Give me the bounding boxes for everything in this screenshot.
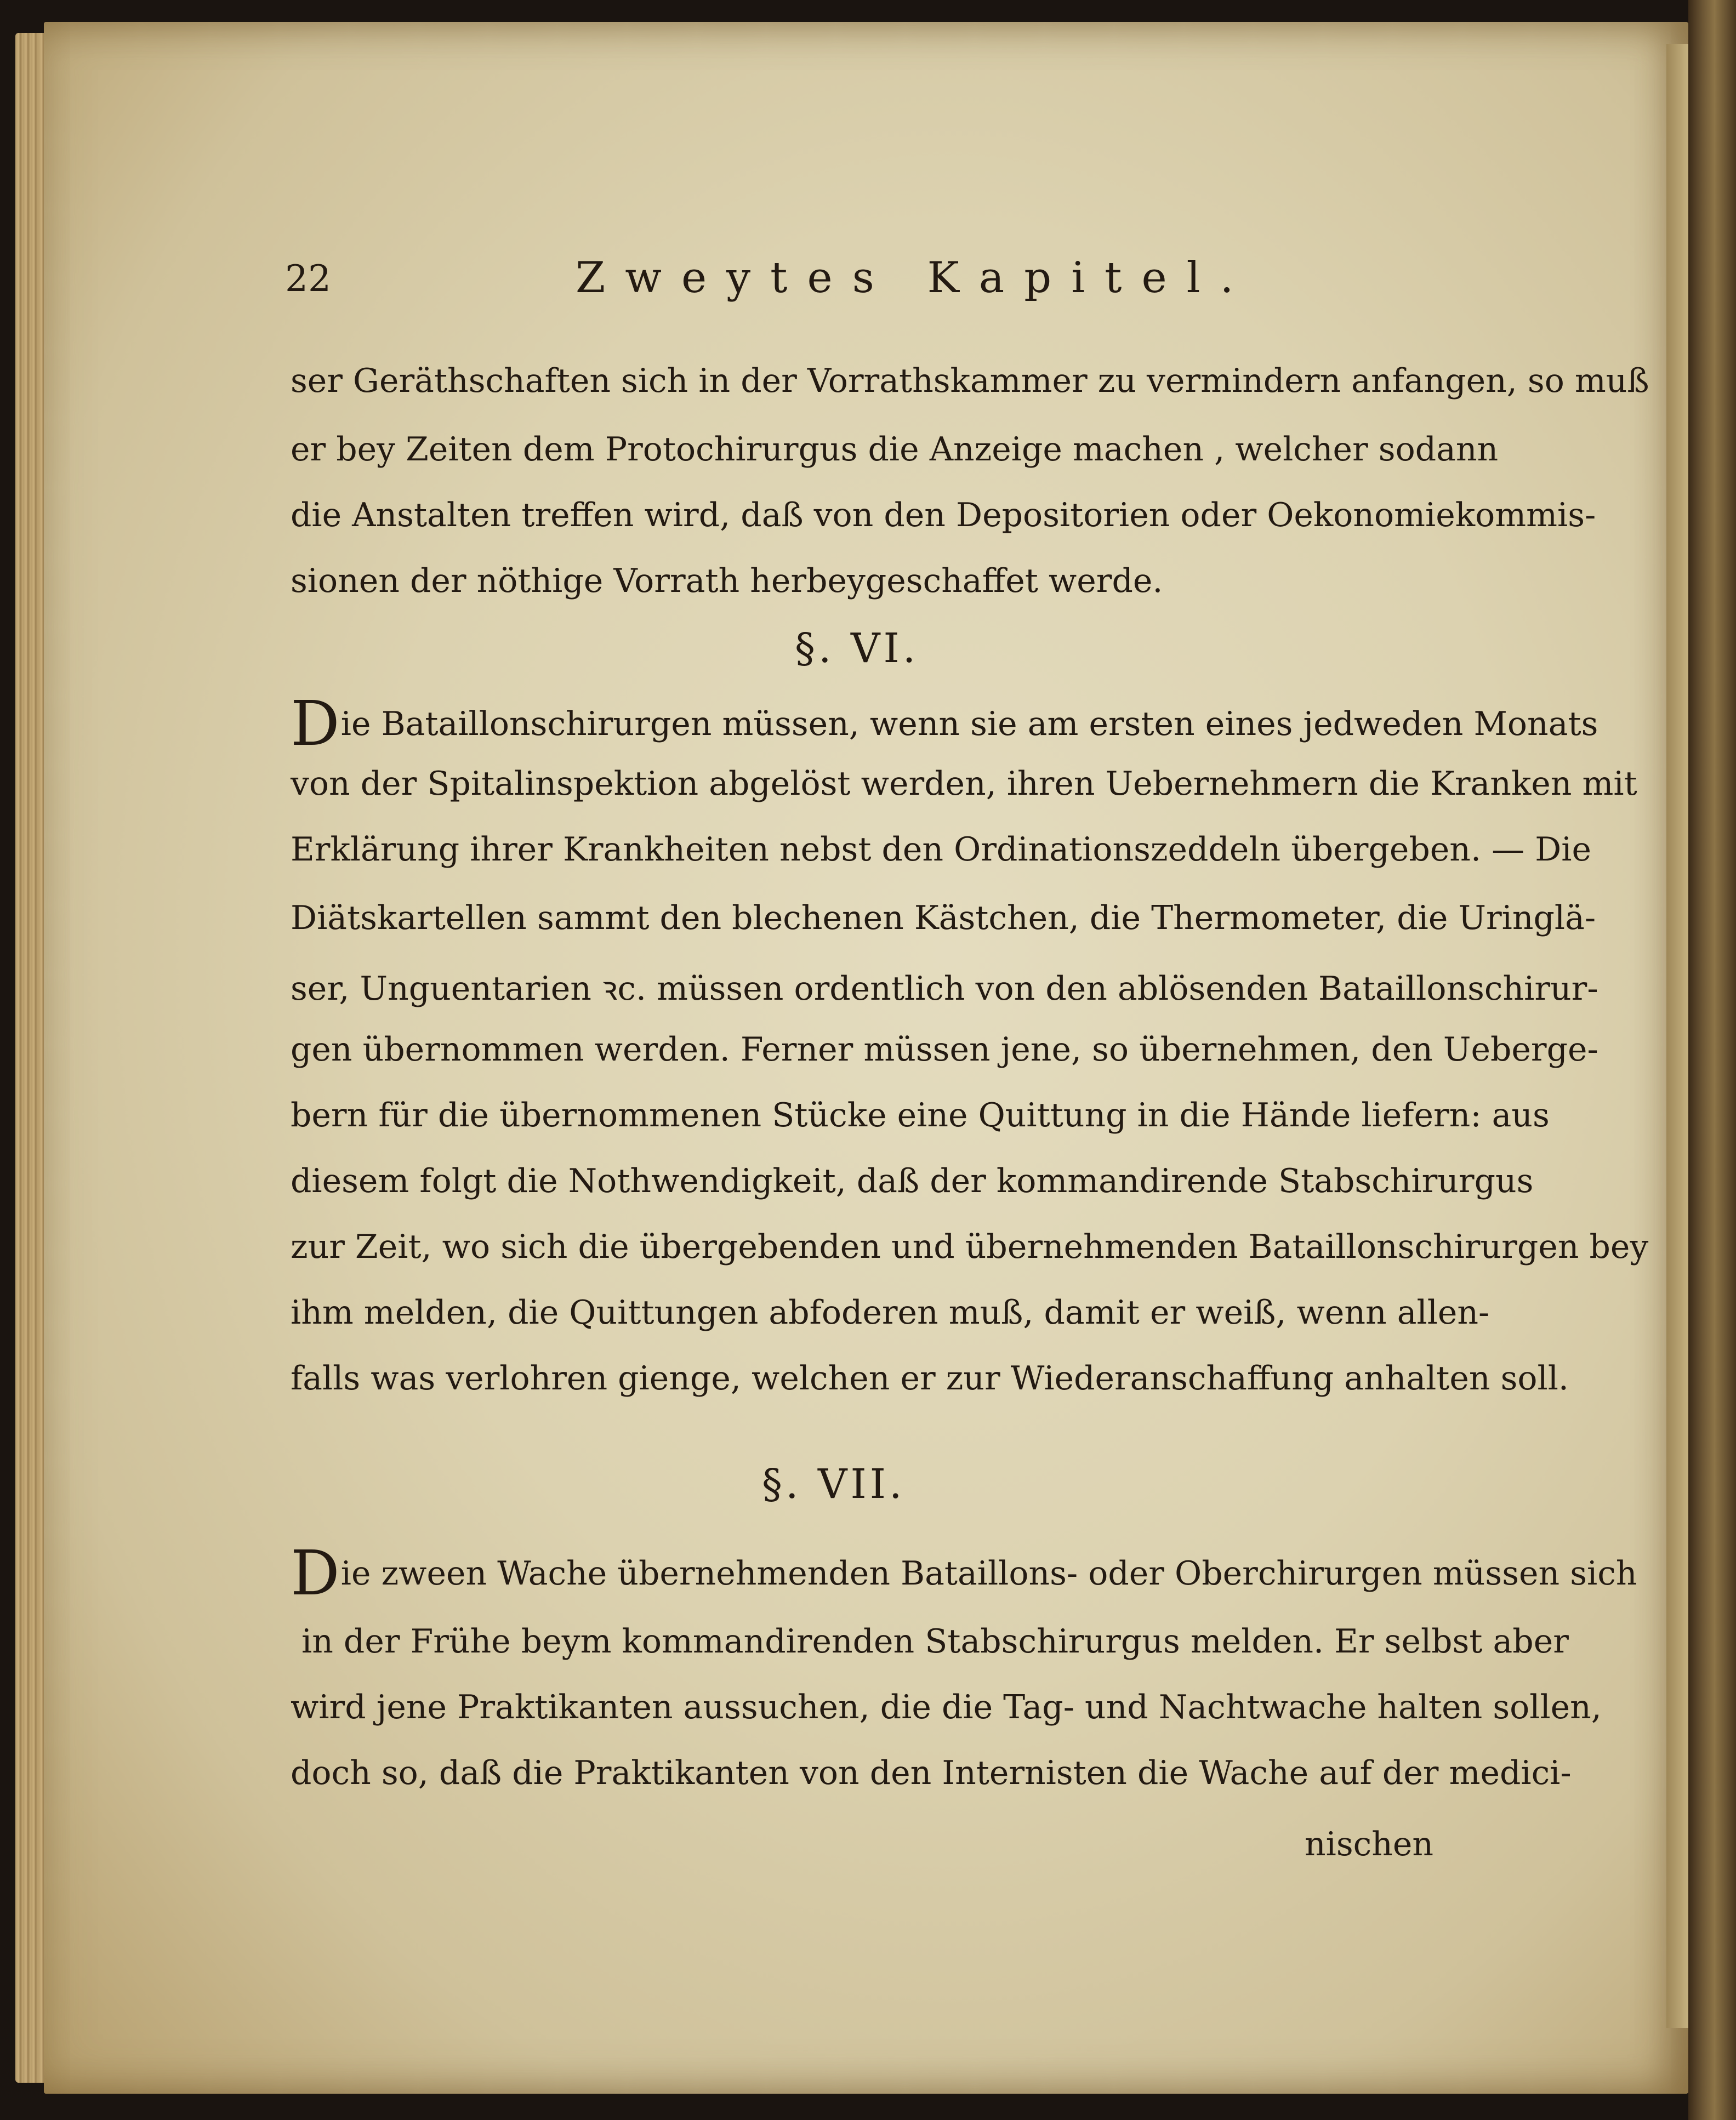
paragraph-line: bern für die übernommenen Stücke eine Quittung in die Hände liefern: aus (291, 1096, 1550, 1135)
paragraph-line: er bey Zeiten dem Protochirurgus die Anzeige machen , welcher sodann (291, 430, 1499, 469)
paragraph-line: ser, Unguentarien ꝛc. müssen ordentlich von den ablösenden Bataillonschirur- (291, 970, 1598, 1008)
section-7-first-line (291, 1538, 1637, 1609)
running-title: Zweytes Kapitel. (576, 253, 1254, 303)
binding-gutter (1688, 0, 1736, 2120)
paragraph-line: falls was verlohren gienge, welchen er zur Wiederanschaffung anhalten soll. (291, 1359, 1569, 1398)
paragraph-line: doch so, daß die Praktikanten von den Internisten die Wache auf der medici- (291, 1754, 1572, 1792)
paragraph-line: ihm melden, die Quittungen abfoderen muß, damit er weiß, wenn allen- (291, 1293, 1490, 1332)
paragraph-line: in der Frühe beym kommandirenden Stabschirurgus melden. Er selbst aber (301, 1622, 1569, 1661)
paragraph-line: gen übernommen werden. Ferner müssen jene, so übernehmen, den Ueberge- (291, 1030, 1598, 1069)
page-number: 22 (285, 258, 331, 300)
section-7-title: §. VII. (762, 1461, 906, 1508)
section-6-first-line (291, 688, 1598, 760)
paragraph-line: sionen der nöthige Vorrath herbeygeschaffet werde. (291, 562, 1163, 600)
paragraph-line: Diätskartellen sammt den blechenen Kästchen, die Thermometer, die Uringlä- (291, 899, 1596, 937)
drop-capital: D (291, 1538, 340, 1609)
drop-capital: D (291, 688, 340, 760)
paragraph-line: ser Geräthschaften sich in der Vorrathskammer zu vermindern anfangen, so muß (291, 362, 1649, 400)
paragraph-line: Erklärung ihrer Krankheiten nebst den Ordinationszeddeln übergeben. — Die (291, 830, 1591, 869)
paragraph-line: von der Spitalinspektion abgelöst werden, ihren Uebernehmern die Kranken mit (291, 765, 1637, 803)
paragraph-line: die Anstalten treffen wird, daß von den Depositorien oder Oekonomiekommis- (291, 496, 1596, 534)
paragraph-line: wird jene Praktikanten aussuchen, die die Tag- und Nachtwache halten sollen, (291, 1688, 1602, 1726)
catchword: nischen (1305, 1825, 1434, 1863)
paragraph-line: ie zween Wache übernehmenden Bataillons- oder Oberchirurgen müssen sich (340, 1554, 1637, 1593)
paragraph-line: ie Bataillonschirurgen müssen, wenn sie am ersten eines jedweden Monats (340, 705, 1598, 743)
paragraph-line: diesem folgt die Nothwendigkeit, daß der kommandirende Stabschirurgus (291, 1162, 1534, 1200)
paragraph-line: zur Zeit, wo sich die übergebenden und übernehmenden Bataillonschirurgen bey (291, 1228, 1649, 1266)
section-6-title: §. VI. (795, 625, 919, 672)
